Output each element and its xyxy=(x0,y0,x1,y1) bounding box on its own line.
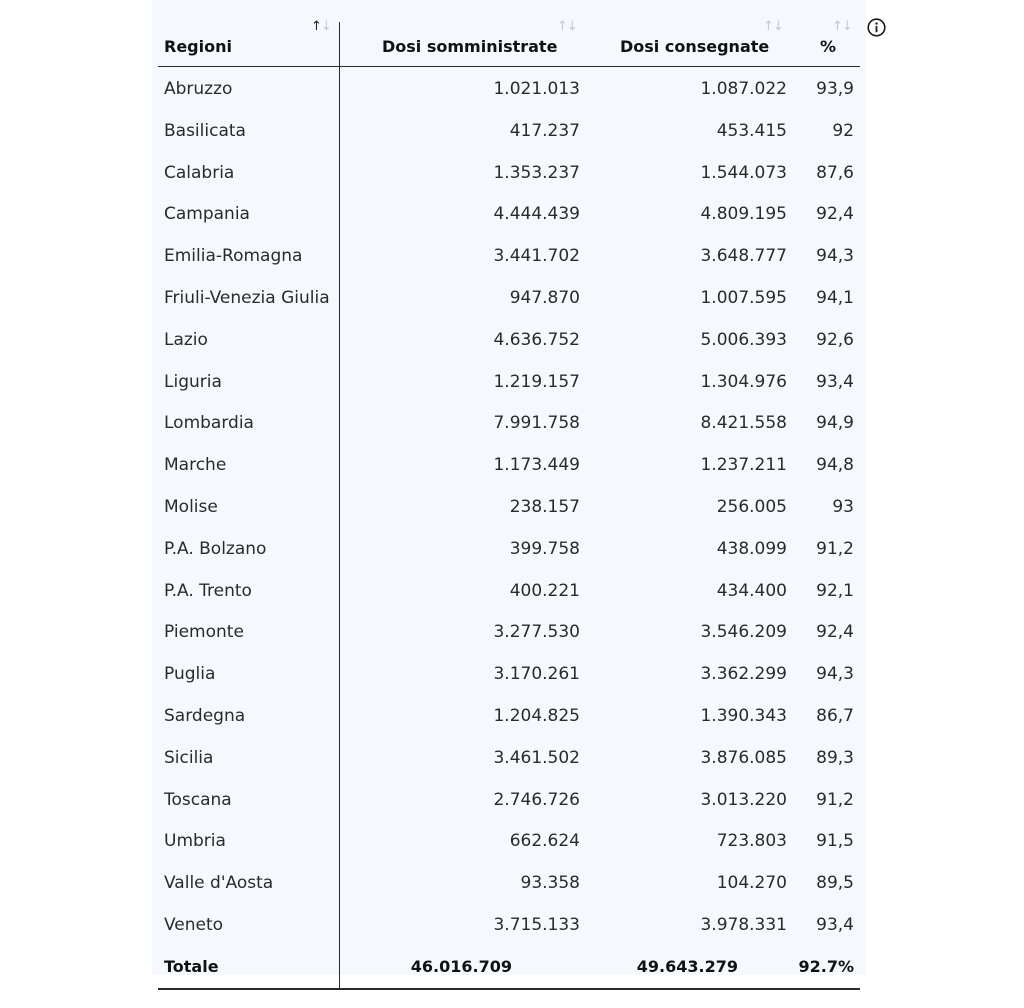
cell-delivered: 434.400 xyxy=(716,580,787,601)
cell-region: P.A. Trento xyxy=(164,580,252,601)
cell-administered: 3.170.261 xyxy=(493,664,580,685)
cell-percent: 91,2 xyxy=(816,538,854,559)
cell-percent: 94,3 xyxy=(816,664,854,685)
sort-delivered-icon[interactable]: ↑↓ xyxy=(763,19,783,34)
cell-delivered: 453.415 xyxy=(716,120,787,141)
cell-delivered: 5.006.393 xyxy=(700,329,787,350)
cell-administered: 1.173.449 xyxy=(493,455,580,476)
cell-administered: 93.358 xyxy=(520,873,580,894)
cell-delivered: 3.876.085 xyxy=(700,747,787,768)
total-row xyxy=(158,946,860,988)
cell-administered: 4.444.439 xyxy=(493,204,580,225)
sort-region-icon[interactable]: ↑↓ xyxy=(311,19,331,34)
total-delivered: 49.643.279 xyxy=(636,957,738,976)
cell-administered: 238.157 xyxy=(509,497,580,517)
cell-delivered: 1.544.073 xyxy=(700,162,787,183)
table-row xyxy=(158,235,860,277)
cell-delivered: 3.648.777 xyxy=(700,246,787,267)
cell-administered: 1.219.157 xyxy=(493,371,580,392)
cell-delivered: 1.390.343 xyxy=(700,706,787,726)
cell-administered: 3.715.133 xyxy=(493,915,580,935)
header-region[interactable]: Regioni xyxy=(164,37,232,56)
cell-percent: 92,1 xyxy=(816,580,854,601)
cell-delivered: 3.546.209 xyxy=(700,622,787,643)
cell-percent: 93 xyxy=(832,497,854,517)
cell-administered: 4.636.752 xyxy=(493,329,580,350)
column-divider xyxy=(339,22,340,988)
total-administered: 46.016.709 xyxy=(410,957,512,976)
cell-region: Valle d'Aosta xyxy=(164,873,274,894)
total-percent: 92.7% xyxy=(798,957,854,976)
cell-administered: 400.221 xyxy=(509,580,580,601)
cell-delivered: 3.978.331 xyxy=(700,915,787,935)
table-row xyxy=(158,152,860,194)
cell-delivered: 256.005 xyxy=(716,497,787,517)
cell-region: Abruzzo xyxy=(164,79,233,99)
cell-administered: 662.624 xyxy=(509,831,580,852)
cell-administered: 3.277.530 xyxy=(493,622,580,643)
table-row xyxy=(158,611,860,653)
cell-delivered: 3.013.220 xyxy=(700,789,787,810)
header-percent[interactable]: % xyxy=(820,37,837,56)
table-row xyxy=(158,570,860,612)
table-row xyxy=(158,193,860,235)
cell-administered: 7.991.758 xyxy=(493,413,580,434)
cell-percent: 89,3 xyxy=(816,747,854,768)
info-circle-icon[interactable] xyxy=(867,18,886,37)
table-row xyxy=(158,110,860,152)
cell-administered: 3.461.502 xyxy=(493,747,580,768)
table-row xyxy=(158,444,860,486)
cell-region: Campania xyxy=(164,204,250,225)
table-row xyxy=(158,277,860,319)
table-row xyxy=(158,779,860,821)
cell-percent: 94,8 xyxy=(816,455,854,476)
sort-administered-icon[interactable]: ↑↓ xyxy=(557,19,577,34)
cell-percent: 93,4 xyxy=(816,371,854,392)
cell-administered: 1.353.237 xyxy=(493,162,580,183)
cell-administered: 417.237 xyxy=(509,120,580,141)
cell-delivered: 4.809.195 xyxy=(700,204,787,225)
cell-percent: 86,7 xyxy=(816,706,854,726)
total-label: Totale xyxy=(164,957,219,976)
cell-administered: 1.204.825 xyxy=(493,706,580,726)
cell-delivered: 1.304.976 xyxy=(700,371,787,392)
table-row xyxy=(158,486,860,528)
cell-delivered: 1.007.595 xyxy=(700,288,787,308)
cell-delivered: 1.237.211 xyxy=(700,455,787,476)
cell-region: Friuli-Venezia Giulia xyxy=(164,288,330,308)
cell-administered: 1.021.013 xyxy=(493,79,580,99)
cell-region: Sicilia xyxy=(164,747,214,768)
table-row xyxy=(158,904,860,946)
cell-percent: 91,5 xyxy=(816,831,854,852)
cell-percent: 87,6 xyxy=(816,162,854,183)
cell-percent: 92,6 xyxy=(816,329,854,350)
table-row xyxy=(158,862,860,904)
header-divider xyxy=(158,66,860,67)
cell-region: Marche xyxy=(164,455,227,476)
cell-region: Liguria xyxy=(164,371,222,392)
cell-percent: 94,1 xyxy=(816,288,854,308)
table-row xyxy=(158,820,860,862)
cell-delivered: 1.087.022 xyxy=(700,79,787,99)
table-row xyxy=(158,695,860,737)
cell-percent: 94,3 xyxy=(816,246,854,267)
table-row xyxy=(158,68,860,110)
cell-percent: 89,5 xyxy=(816,873,854,894)
table-row xyxy=(158,402,860,444)
cell-administered: 399.758 xyxy=(509,538,580,559)
cell-region: Veneto xyxy=(164,915,224,935)
cell-percent: 92 xyxy=(832,120,854,141)
cell-region: P.A. Bolzano xyxy=(164,538,267,559)
footer-divider xyxy=(158,988,860,990)
cell-region: Umbria xyxy=(164,831,226,852)
cell-region: Emilia-Romagna xyxy=(164,246,303,267)
cell-delivered: 8.421.558 xyxy=(700,413,787,434)
cell-region: Lombardia xyxy=(164,413,254,434)
table-row xyxy=(158,737,860,779)
cell-region: Sardegna xyxy=(164,706,246,726)
cell-percent: 92,4 xyxy=(816,204,854,225)
header-delivered[interactable]: Dosi consegnate xyxy=(620,37,770,56)
cell-region: Lazio xyxy=(164,329,208,350)
cell-region: Piemonte xyxy=(164,622,244,643)
table-row xyxy=(158,528,860,570)
sort-percent-icon[interactable]: ↑↓ xyxy=(832,19,852,34)
cell-percent: 93,4 xyxy=(816,915,854,935)
cell-region: Toscana xyxy=(164,789,232,810)
cell-administered: 2.746.726 xyxy=(493,789,580,810)
cell-administered: 947.870 xyxy=(509,288,580,308)
cell-administered: 3.441.702 xyxy=(493,246,580,267)
cell-percent: 93,9 xyxy=(816,79,854,99)
header-administered[interactable]: Dosi somministrate xyxy=(382,37,558,56)
table-row xyxy=(158,653,860,695)
cell-region: Molise xyxy=(164,497,218,517)
cell-region: Puglia xyxy=(164,664,216,685)
cell-region: Calabria xyxy=(164,162,235,183)
cell-region: Basilicata xyxy=(164,120,246,141)
cell-delivered: 723.803 xyxy=(716,831,787,852)
table-row xyxy=(158,361,860,403)
table-row xyxy=(158,319,860,361)
cell-delivered: 3.362.299 xyxy=(700,664,787,685)
cell-delivered: 104.270 xyxy=(716,873,787,894)
cell-percent: 94,9 xyxy=(816,413,854,434)
cell-percent: 91,2 xyxy=(816,789,854,810)
cell-delivered: 438.099 xyxy=(716,538,787,559)
cell-percent: 92,4 xyxy=(816,622,854,643)
